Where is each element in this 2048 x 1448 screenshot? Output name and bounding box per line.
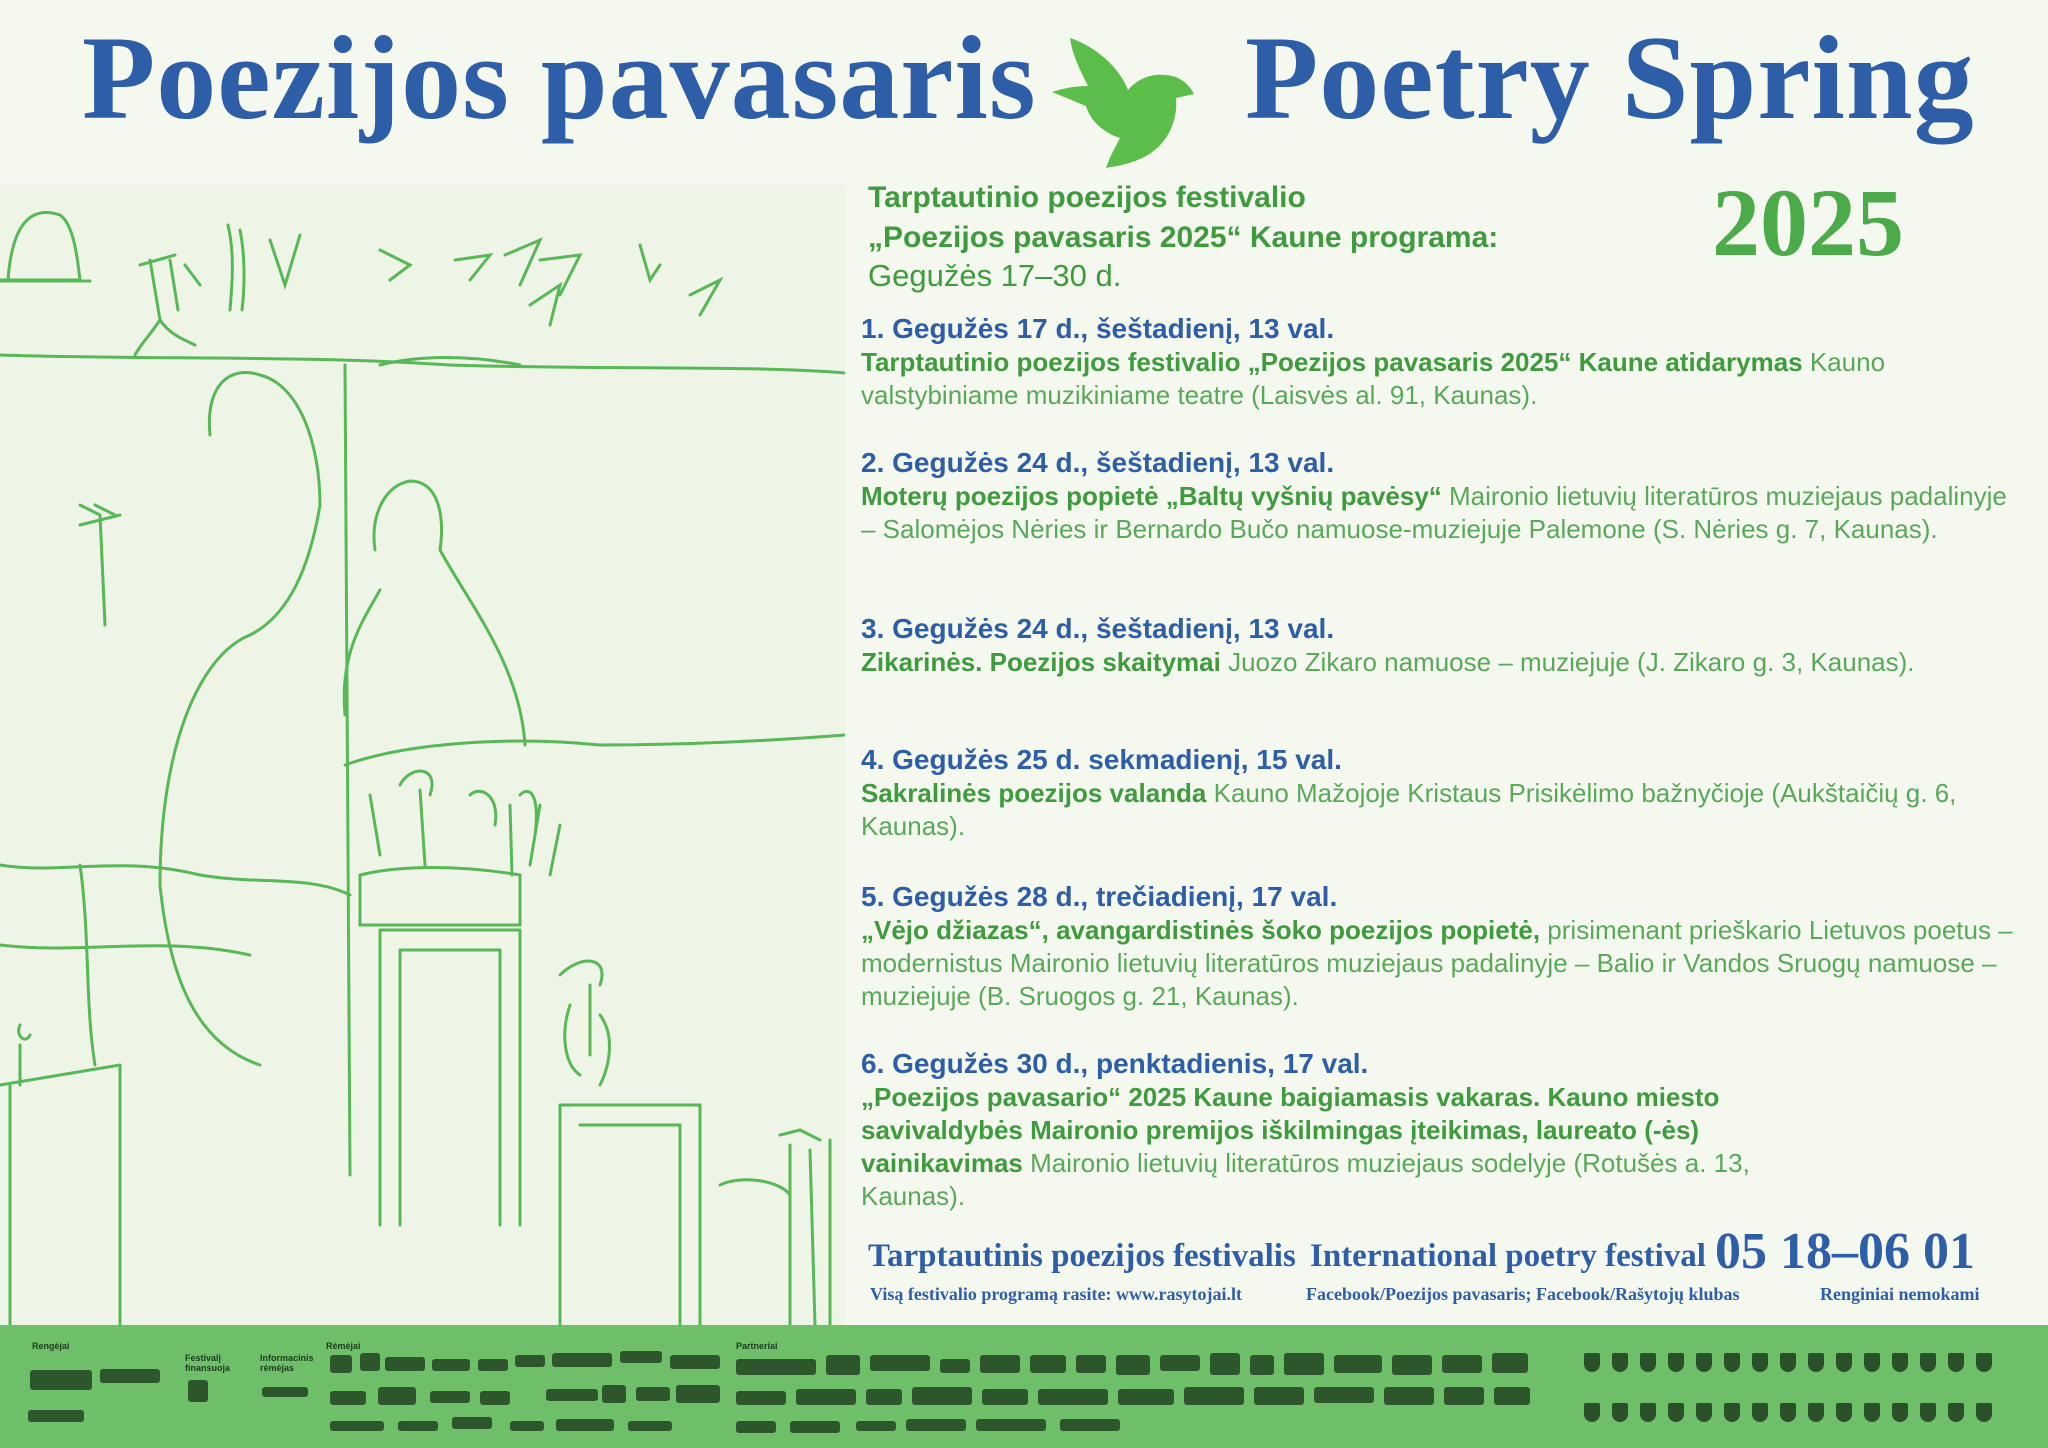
intro-line-1: Tarptautinio poezijos festivalio (868, 181, 1306, 214)
footer-website-link[interactable]: Visą festivalio programą rasite: www.rasytojai.lt (870, 1284, 1242, 1304)
title-english: Poetry Spring (1245, 11, 1975, 144)
partner-logo (1030, 1355, 1066, 1373)
title-lithuanian: Poezijos pavasaris (82, 11, 1037, 144)
event-date: 3. Gegužės 24 d., šeštadienį, 13 val. (861, 613, 1335, 644)
event-date: 6. Gegužės 30 d., penktadienis, 17 val. (861, 1048, 1369, 1079)
partner-logo (736, 1359, 816, 1375)
event-venue: Juozo Zikaro namuose – muziejuje (J. Zikaro g. 3, Kaunas). (1220, 647, 1915, 677)
municipality-coat-of-arms (1752, 1403, 1768, 1422)
partner-logo (736, 1421, 776, 1433)
municipality-coat-of-arms (1724, 1353, 1740, 1372)
supporter-logo (556, 1419, 614, 1431)
municipality-coat-of-arms (1948, 1403, 1964, 1422)
partner-logo (1334, 1355, 1382, 1373)
dove-icon (1050, 28, 1195, 168)
municipality-coat-of-arms (1780, 1403, 1796, 1422)
municipality-coat-of-arms (1584, 1353, 1600, 1372)
intro-dates: Gegužės 17–30 d. (868, 258, 1122, 293)
partner-logo (790, 1421, 840, 1433)
municipality-coat-of-arms (1668, 1403, 1684, 1422)
supporter-logo (430, 1391, 470, 1403)
partner-logo (1494, 1387, 1530, 1405)
supporter-logo (385, 1357, 425, 1371)
organizer-logo (100, 1369, 160, 1383)
municipality-coat-of-arms (1780, 1353, 1796, 1372)
event-title: Zikarinės. Poezijos skaitymai (861, 647, 1221, 677)
municipality-coat-of-arms (1640, 1403, 1656, 1422)
info-sponsor-logo (262, 1387, 308, 1397)
partner-logo (1184, 1387, 1244, 1405)
partner-logo (1116, 1355, 1150, 1375)
festival-year: 2025 (1712, 169, 1904, 276)
event-venue: Maironio lietuvių literatūros muziejaus sodelyje (Rotušės a. 13, Kaunas). (861, 1148, 1750, 1211)
event-date: 2. Gegužės 24 d., šeštadienį, 13 val. (861, 447, 1335, 478)
municipality-coat-of-arms (1724, 1403, 1740, 1422)
municipality-coat-of-arms (1752, 1353, 1768, 1372)
partner-logo (1210, 1353, 1240, 1375)
partners-label: Partneriai (736, 1341, 778, 1351)
partner-logo (976, 1419, 1046, 1431)
municipality-coat-of-arms (1836, 1353, 1852, 1372)
partner-logo (982, 1389, 1028, 1405)
supporter-logo (432, 1359, 470, 1371)
supporter-logo (330, 1355, 352, 1373)
supporter-logo (670, 1355, 720, 1369)
event-venue: prisimenant prieškario Lietuvos poetus – modernistus Maironio lietuvių literatūros muziejaus padalinyje – Balio ir Vandos Sruogų namuose – muziejuje (B. Sruogos g. 21, Kaunas). (861, 915, 2013, 1011)
partner-logo (1492, 1353, 1528, 1373)
municipality-coat-of-arms (1836, 1403, 1852, 1422)
partner-logo (866, 1389, 902, 1405)
event-venue: Kauno valstybiniame muzikiniame teatre (Laisvės al. 91, Kaunas). (861, 347, 1886, 410)
program-event-3 (861, 612, 2021, 679)
supporter-logo (360, 1353, 380, 1371)
program-event-2 (861, 446, 2021, 546)
partner-logo (1076, 1355, 1106, 1373)
partner-logo (870, 1355, 930, 1371)
partner-logo (906, 1419, 966, 1431)
event-title: „Poezijos pavasario“ 2025 Kaune baigiamasis vakaras. Kauno miesto savivaldybės Maironio premijos iškilmingas įteikimas, laureato (-ės) vainikavimas (861, 1082, 1720, 1178)
intro-line-2: „Poezijos pavasaris 2025“ Kaune programa: (868, 221, 1499, 254)
supporter-logo (510, 1421, 544, 1431)
partner-logo (1038, 1389, 1108, 1405)
municipality-coat-of-arms (1612, 1403, 1628, 1422)
footer-festival-lithuanian: Tarptautinis poezijos festivalis (868, 1238, 1296, 1274)
partner-logo (1160, 1355, 1200, 1371)
program-event-4 (861, 743, 2021, 843)
supporter-logo (452, 1417, 492, 1429)
info-sponsor-label: Informacinis rėmėjas (260, 1353, 314, 1373)
supporter-logo (628, 1421, 672, 1431)
partner-logo (1118, 1389, 1174, 1405)
program-event-1 (861, 312, 2021, 412)
program-event-5 (861, 880, 2021, 1013)
event-date: 4. Gegužės 25 d. sekmadienį, 15 val. (861, 744, 1342, 775)
supporter-logo (636, 1387, 670, 1401)
municipality-coat-of-arms (1864, 1403, 1880, 1422)
footer-free-events: Renginiai nemokami (1820, 1284, 1980, 1304)
footer-festival-dates: 05 18–06 01 (1715, 1223, 1975, 1280)
supporter-logo (480, 1391, 510, 1405)
organizers-label: Rengėjai (32, 1341, 70, 1351)
partner-logo (940, 1359, 970, 1373)
municipality-coat-of-arms (1640, 1353, 1656, 1372)
partner-logo (1314, 1387, 1374, 1403)
supporter-logo (676, 1385, 720, 1403)
event-date: 5. Gegužės 28 d., trečiadienį, 17 val. (861, 881, 1338, 912)
supporter-logo (478, 1359, 508, 1371)
municipality-coat-of-arms (1948, 1353, 1964, 1372)
event-date: 1. Gegužės 17 d., šeštadienį, 13 val. (861, 313, 1335, 344)
supporter-logo (398, 1421, 438, 1431)
partner-logo (1060, 1419, 1120, 1431)
municipality-coat-of-arms (1808, 1353, 1824, 1372)
supporter-logo (546, 1389, 598, 1401)
program-event-6 (861, 1047, 1861, 1213)
partner-logo (1444, 1387, 1484, 1405)
municipality-coat-of-arms (1920, 1403, 1936, 1422)
supporter-logo (330, 1421, 384, 1431)
partner-logo (736, 1391, 786, 1405)
event-venue: Kauno Mažojoje Kristaus Prisikėlimo bažnyčioje (Aukštaičių g. 6, Kaunas). (861, 778, 1957, 841)
sponsor-logo-band (0, 1325, 2048, 1448)
partner-logo (1384, 1387, 1434, 1405)
municipality-coat-of-arms (1892, 1403, 1908, 1422)
event-venue: Maironio lietuvių literatūros muziejaus padalinyje – Salomėjos Nėries ir Bernardo Bučo namuose-muziejuje Palemone (S. Nėries g. 7, Kaunas). (861, 481, 2007, 544)
municipality-coat-of-arms (1696, 1353, 1712, 1372)
supporter-logo (620, 1351, 662, 1363)
municipality-coat-of-arms (1668, 1353, 1684, 1372)
child-drawing-illustration (0, 185, 845, 1325)
partner-logo (1442, 1355, 1482, 1373)
partner-logo (796, 1389, 856, 1405)
municipality-coat-of-arms (1920, 1353, 1936, 1372)
partner-logo (912, 1387, 972, 1405)
event-title: Tarptautinio poezijos festivalio „Poezijos pavasaris 2025“ Kaune atidarymas (861, 347, 1803, 377)
supporter-logo (602, 1385, 626, 1403)
footer-facebook-links[interactable]: Facebook/Poezijos pavasaris; Facebook/Rašytojų klubas (1306, 1284, 1740, 1304)
supporters-label: Rėmėjai (326, 1341, 361, 1351)
organizer-logo (28, 1410, 84, 1422)
funder-logo (188, 1380, 208, 1402)
partner-logo (1284, 1353, 1324, 1375)
supporter-logo (515, 1355, 545, 1367)
partner-logo (1392, 1355, 1432, 1375)
organizer-logo (30, 1370, 92, 1390)
municipality-coat-of-arms (1612, 1353, 1628, 1372)
supporter-logo (330, 1391, 366, 1405)
partner-logo (1254, 1387, 1304, 1405)
municipality-coat-of-arms (1696, 1403, 1712, 1422)
event-title: „Vėjo džiazas“, avangardistinės šoko poezijos popietė, (861, 915, 1541, 945)
municipality-coat-of-arms (1976, 1353, 1992, 1372)
event-title: Sakralinės poezijos valanda (861, 778, 1207, 808)
footer-festival-english: International poetry festival (1310, 1238, 1706, 1274)
municipality-coat-of-arms (1808, 1403, 1824, 1422)
partner-logo (856, 1421, 896, 1431)
funding-label: Festivalį finansuoja (185, 1353, 231, 1373)
supporter-logo (378, 1387, 416, 1405)
partner-logo (826, 1355, 860, 1375)
municipality-coat-of-arms (1584, 1403, 1600, 1422)
supporter-logo (552, 1353, 612, 1367)
event-title: Moterų poezijos popietė „Baltų vyšnių pavėsy“ (861, 481, 1442, 511)
partner-logo (980, 1355, 1020, 1373)
municipality-coat-of-arms (1864, 1353, 1880, 1372)
municipality-coat-of-arms (1976, 1403, 1992, 1422)
municipality-coat-of-arms (1892, 1353, 1908, 1372)
partner-logo (1250, 1355, 1274, 1375)
